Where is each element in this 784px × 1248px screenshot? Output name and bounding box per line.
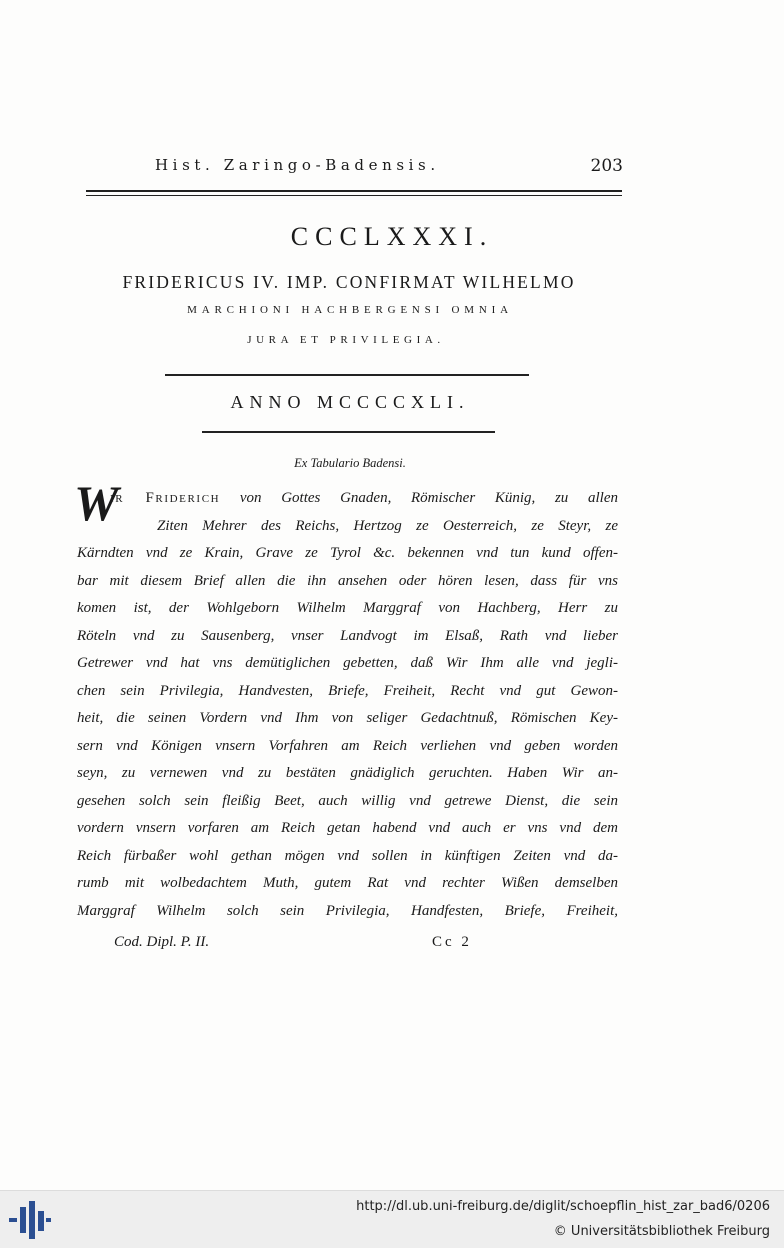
document-title-line-3: JURA ET PRIVILEGIA. [247,334,445,346]
running-title: Hist. Zaringo-Badensis. [155,156,440,174]
body-line: bar mit diesem Brief allen die ihn ansehen oder hören lesen, dass für vns [77,572,618,589]
body-line: Kärndten vnd ze Krain, Grave ze Tyrol &c. bekennen vnd tun kund offen- [77,545,618,561]
body-line: chen sein Privilegia, Handvesten, Briefe, Freiheit, Recht vnd gut Gewon- [77,682,618,699]
body-line: Reich fürbaßer wohl gethan mögen vnd sollen in künftigen Zeiten vnd da- [77,847,618,864]
viewer-footer-bar [0,1190,784,1248]
title-rule [165,374,529,376]
document-title-line-2: MARCHIONI HACHBERGENSI OMNIA [187,304,513,316]
header-rule-thick [86,190,622,192]
source-note: Ex Tabulario Badensi. [294,456,406,470]
body-line: Röteln vnd zu Sausenberg, vnser Landvogt im Elsaß, Rath vnd lieber [77,627,618,644]
document-number: CCCLXXXI. [290,222,494,251]
drop-cap: W [74,475,119,531]
body-line: vordern vnsern vorfaren am Reich getan habend vnd auch er vns vnd dem [77,820,618,836]
header-rule-thin [86,195,622,196]
body-line: komen ist, der Wohlgeborn Wilhelm Marggraf von Hachberg, Herr zu [77,600,618,616]
body-line: rumb mit wolbedachtem Muth, gutem Rat vnd rechter Wißen demselben [77,875,618,891]
body-line: Ziten Mehrer des Reichs, Hertzog ze Oesterreich, ze Steyr, ze [157,517,618,534]
body-line: heit, die seinen Vordern vnd Ihm von seliger Gedachtnuß, Römischen Key- [77,710,618,726]
page-number: 203 [590,156,623,176]
body-line: Getrewer vnd hat vns demütiglichen gebetten, daß Wir Ihm alle vnd jegli- [77,655,618,671]
opening-words: ir Friderich [110,490,221,506]
year-rule [202,431,495,433]
body-line: ir Friderich von Gottes Gnaden, Römischer Künig, zu allen [110,490,618,506]
body-line: Marggraf Wilhelm solch sein Privilegia, Handfesten, Briefe, Freiheit, [77,902,618,919]
body-line: seyn, zu vernewen vnd zu bestäten gnädiglich geruchten. Haben Wir an- [77,765,618,781]
body-line: gesehen solch sein fleißig Beet, auch willig vnd getrewe Dienst, die sein [77,792,618,809]
permalink-url[interactable]: http://dl.ub.uni-freiburg.de/diglit/schoepflin_hist_zar_bad6/0206 [356,1199,770,1214]
running-head [155,156,623,184]
document-title-line-1: FRIDERICUS IV. IMP. CONFIRMAT WILHELMO [122,272,576,292]
document-year: ANNO MCCCCXLI. [230,392,470,412]
codex-citation: Cod. Dipl. P. II. [114,934,210,950]
copyright-notice: © Universitätsbibliothek Freiburg [553,1224,770,1239]
body-text [77,485,618,925]
body-line: sern vnd Königen vnsern Vorfahren am Reich verliehen vnd geben worden [77,737,618,754]
signature-mark: Cc 2 [432,934,472,950]
ub-freiburg-logo-icon[interactable] [9,1201,51,1239]
